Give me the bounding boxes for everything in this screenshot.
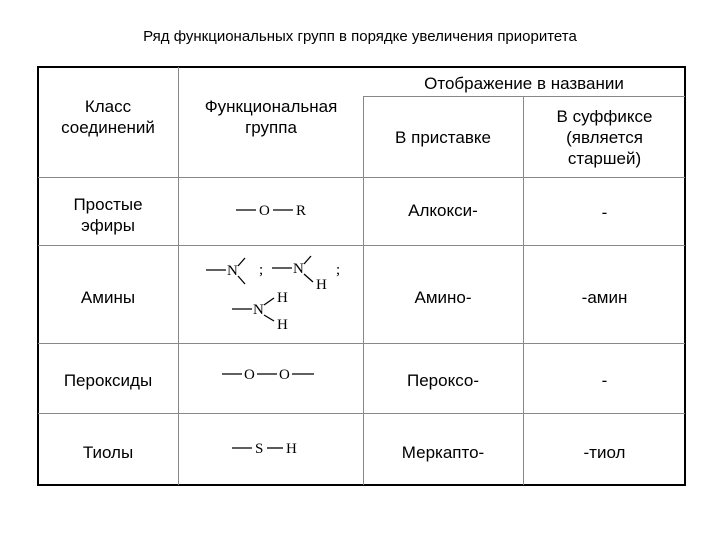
formula-separator: ; xyxy=(259,262,264,278)
formula-atom: N xyxy=(293,261,304,277)
row-suffix-ethers: - xyxy=(601,202,608,222)
formula-atom: N xyxy=(227,263,238,279)
formula-atom: O xyxy=(244,367,255,383)
row-class-ethers: Простые эфиры xyxy=(73,195,143,235)
row-class-amines: Амины xyxy=(80,287,136,307)
row-prefix-ethers: Алкокси- xyxy=(408,200,478,220)
header-prefix: В приставке xyxy=(395,127,491,147)
row-prefix-amines: Амино- xyxy=(414,287,472,307)
row-prefix-thiols: Меркапто- xyxy=(401,442,485,462)
grid-line xyxy=(363,96,685,97)
formula-ether xyxy=(230,198,320,222)
header-class: Класс соединений xyxy=(61,97,155,137)
formula-atom: H xyxy=(316,277,327,293)
row-class-peroxides: Пероксиды xyxy=(63,370,153,390)
row-prefix-peroxides: Пероксо- xyxy=(406,370,480,390)
formula-atom: R xyxy=(296,203,307,219)
grid-line xyxy=(38,177,685,178)
header-suffix: В суффиксе (является старшей) xyxy=(556,106,653,168)
formula-atom: O xyxy=(279,367,290,383)
grid-line xyxy=(38,245,685,246)
formula-peroxide xyxy=(216,363,326,387)
formula-atom: H xyxy=(286,441,297,457)
formula-atom: S xyxy=(255,441,264,457)
grid-line xyxy=(38,413,685,414)
formula-separator: ; xyxy=(336,262,341,278)
row-suffix-peroxides: - xyxy=(601,370,608,390)
formula-atom: H xyxy=(277,317,288,333)
formula-thiol xyxy=(226,436,316,460)
grid-line xyxy=(38,343,685,344)
formula-atom: H xyxy=(277,290,288,306)
page-title: Ряд функциональных групп в порядке увеличения приоритета xyxy=(143,28,577,45)
formula-amines xyxy=(200,252,360,338)
row-suffix-amines: -амин xyxy=(581,287,628,307)
header-group: Функциональная группа xyxy=(204,97,338,137)
formula-atom: O xyxy=(259,203,270,219)
header-name-display: Отображение в названии xyxy=(424,73,624,93)
row-class-thiols: Тиолы xyxy=(82,442,134,462)
formula-atom: N xyxy=(253,302,264,318)
row-suffix-thiols: -тиол xyxy=(583,442,626,462)
